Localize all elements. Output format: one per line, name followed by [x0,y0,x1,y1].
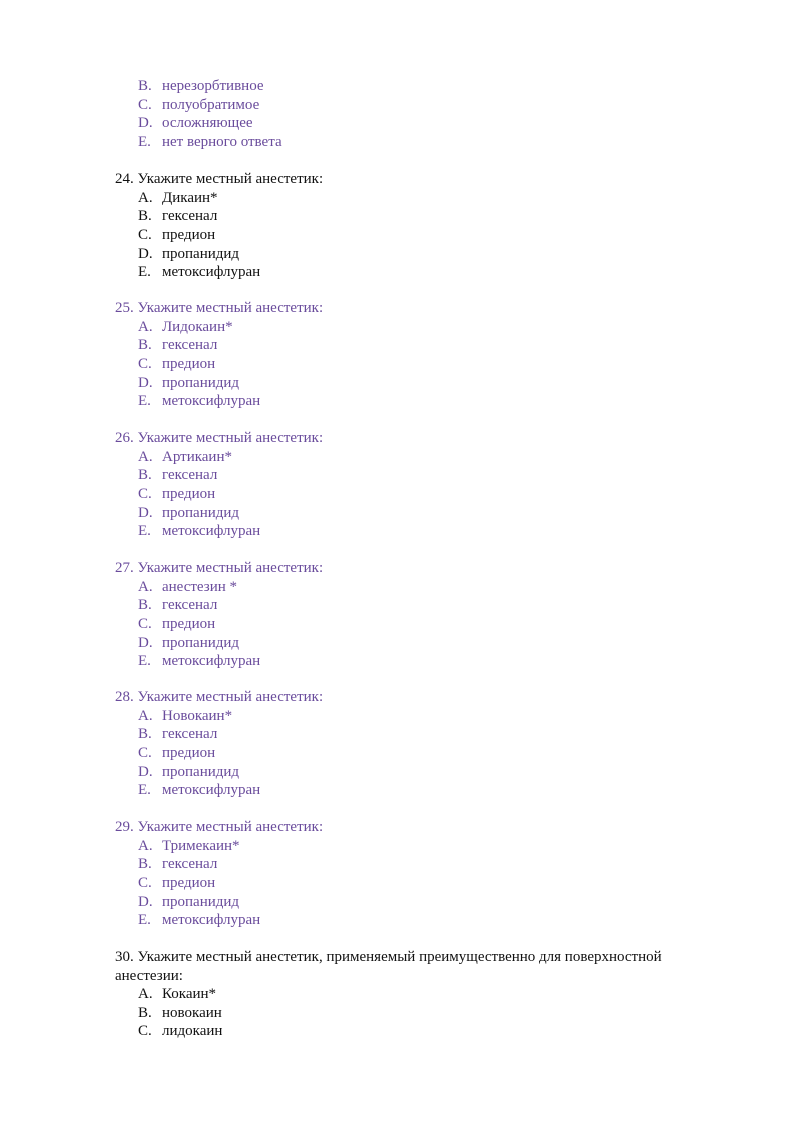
option-letter: B. [138,78,152,94]
option-letter: A. [138,707,153,724]
option-text: Кокаин* [162,986,217,1002]
option-letter: C. [138,96,152,113]
option-text: пропанидид [162,763,240,780]
option-b [138,596,715,615]
question-title: 26. Укажите местный анестетик: [115,430,324,446]
option-letter: B. [138,208,152,225]
option-letter: E. [138,264,151,281]
option-b [138,1004,715,1023]
option-a [138,318,715,337]
option-text: гексенал [162,726,218,743]
question-title: 27. Укажите местный анестетик: [115,560,324,576]
question-title: 28. Укажите местный анестетик: [115,689,324,705]
option-text: Тримекаин* [162,837,240,854]
option-letter: C. [138,1023,152,1040]
option-d [138,114,715,133]
option-text: гексенал [162,597,218,614]
option-letter: E. [138,393,151,410]
option-text: нет верного ответа [162,134,282,151]
option-b [138,725,715,744]
option-letter: A. [138,986,153,1002]
option-text: гексенал [162,467,218,484]
option-e [138,911,715,930]
option-d [138,245,715,264]
option-text: Дикаин* [162,189,218,206]
option-letter: D. [138,115,153,132]
option-text: Артикаин* [162,448,232,465]
option-text: метоксифлуран [162,653,261,670]
option-letter: E. [138,653,151,670]
question-28 [115,688,715,800]
option-c [138,96,715,115]
option-e [138,652,715,671]
option-letter: D. [138,634,153,651]
option-text: Новокаин* [162,707,233,724]
option-letter: A. [138,318,153,335]
option-letter: C. [138,744,152,761]
option-letter: E. [138,912,151,929]
option-text: полуобратимое [162,96,260,113]
option-text: предион [162,485,216,502]
option-letter: D. [138,763,153,780]
option-text: предион [162,615,216,632]
option-text: Лидокаин* [162,318,233,335]
option-a [138,448,715,467]
option-d [138,893,715,912]
option-text: пропанидид [162,893,240,910]
option-b [138,207,715,226]
option-letter: A. [138,837,153,854]
option-letter: C. [138,485,152,502]
question-29 [115,818,715,930]
option-text: осложняющее [162,115,253,132]
option-letter: D. [138,504,153,521]
option-e [138,522,715,541]
option-d [138,374,715,393]
option-text: анестезин * [162,578,237,595]
option-d [138,504,715,523]
option-letter: E. [138,134,151,151]
option-text: метоксифлуран [162,523,261,540]
option-letter: B. [138,1004,152,1021]
option-d [138,763,715,782]
option-text: предион [162,355,216,372]
question-title: 29. Укажите местный анестетик: [115,819,324,835]
option-text: новокаин [162,1004,222,1021]
option-letter: A. [138,578,153,595]
option-text: метоксифлуран [162,393,261,410]
option-letter: D. [138,893,153,910]
option-a [138,189,715,208]
option-c [138,1022,715,1041]
option-text: лидокаин [162,1023,223,1040]
option-letter: C. [138,615,152,632]
option-e [138,781,715,800]
question-27 [115,559,715,671]
option-e [138,263,715,282]
option-c [138,744,715,763]
option-b [138,855,715,874]
question-title: 24. Укажите местный анестетик: [115,171,324,187]
option-text: метоксифлуран [162,912,261,929]
option-letter: A. [138,189,153,206]
option-text: пропанидид [162,634,240,651]
option-letter: C. [138,874,152,891]
option-letter: B. [138,856,152,873]
option-c [138,615,715,634]
option-text: метоксифлуран [162,782,261,799]
option-text: гексенал [162,208,218,225]
question-title: 25. Укажите местный анестетик: [115,300,324,316]
option-text: метоксифлуран [162,264,261,281]
question-24 [115,170,715,282]
option-a [138,985,715,1004]
option-text: предион [162,744,216,761]
question-25 [115,299,715,411]
option-letter: E. [138,782,151,799]
option-letter: D. [138,374,153,391]
option-a [138,707,715,726]
question-title: 30. Укажите местный анестетик, применяемый преимущественно для поверхностной анестезии: [115,949,662,984]
option-text: гексенал [162,337,218,354]
option-b [138,336,715,355]
option-letter: B. [138,597,152,614]
option-text: предион [162,874,216,891]
option-letter: B. [138,726,152,743]
option-e [138,392,715,411]
option-c [138,874,715,893]
question-26 [115,429,715,541]
option-text: пропанидид [162,245,240,262]
option-letter: B. [138,337,152,354]
option-text: пропанидид [162,504,240,521]
option-text: нерезорбтивное [162,78,264,94]
option-letter: C. [138,226,152,243]
option-letter: D. [138,245,153,262]
option-text: пропанидид [162,374,240,391]
option-b [138,77,715,96]
option-c [138,226,715,245]
option-b [138,466,715,485]
option-text: предион [162,226,216,243]
option-a [138,578,715,597]
option-c [138,355,715,374]
option-e [138,133,715,152]
question-30 [115,948,715,1041]
option-letter: C. [138,355,152,372]
option-letter: E. [138,523,151,540]
option-c [138,485,715,504]
option-a [138,837,715,856]
option-text: гексенал [162,856,218,873]
question-23-partial [115,77,715,152]
option-letter: A. [138,448,153,465]
option-d [138,634,715,653]
option-letter: B. [138,467,152,484]
